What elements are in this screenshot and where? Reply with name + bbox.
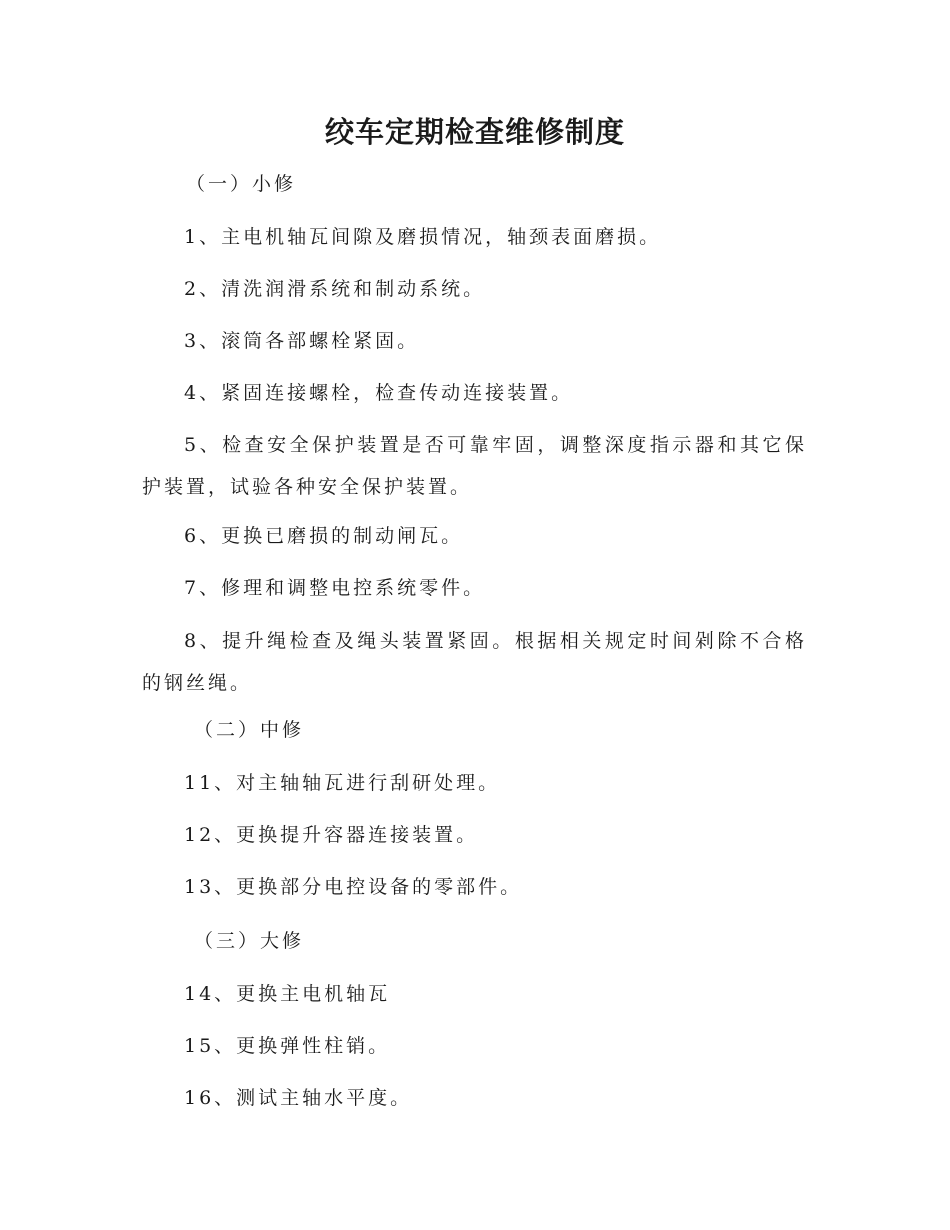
list-item-6: 6、更换已磨损的制动闸瓦。 xyxy=(184,525,464,547)
list-item-2: 2、清洗润滑系统和制动系统。 xyxy=(184,278,486,300)
document-title: 绞车定期检查维修制度 xyxy=(324,115,625,149)
list-item-16: 16、测试主轴水平度。 xyxy=(184,1087,413,1109)
section-heading-minor-repair: （一）小修 xyxy=(186,173,297,195)
list-item-7: 7、修理和调整电控系统零件。 xyxy=(184,577,486,599)
list-item-1: 1、主电机轴瓦间隙及磨损情况，轴颈表面磨损。 xyxy=(184,226,662,248)
list-item-15: 15、更换弹性柱销。 xyxy=(184,1035,391,1057)
list-item-5: 5、检查安全保护装置是否可靠牢固，调整深度指示器和其它保护装置，试验各种安全保护装置。 xyxy=(142,434,807,498)
list-item-13: 13、更换部分电控设备的零部件。 xyxy=(184,876,523,898)
list-item-8: 8、提升绳检查及绳头装置紧固。根据相关规定时间剁除不合格的钢丝绳。 xyxy=(142,630,807,694)
list-item-12: 12、更换提升容器连接装置。 xyxy=(184,824,479,846)
list-item-4: 4、紧固连接螺栓，检查传动连接装置。 xyxy=(184,382,574,404)
list-item-3: 3、滚筒各部螺栓紧固。 xyxy=(184,330,420,352)
section-heading-major-repair: （三）大修 xyxy=(194,930,305,952)
section-heading-medium-repair: （二）中修 xyxy=(194,719,305,741)
list-item-14: 14、更换主电机轴瓦 xyxy=(184,983,391,1005)
list-item-11: 11、对主轴轴瓦进行刮研处理。 xyxy=(184,772,501,794)
